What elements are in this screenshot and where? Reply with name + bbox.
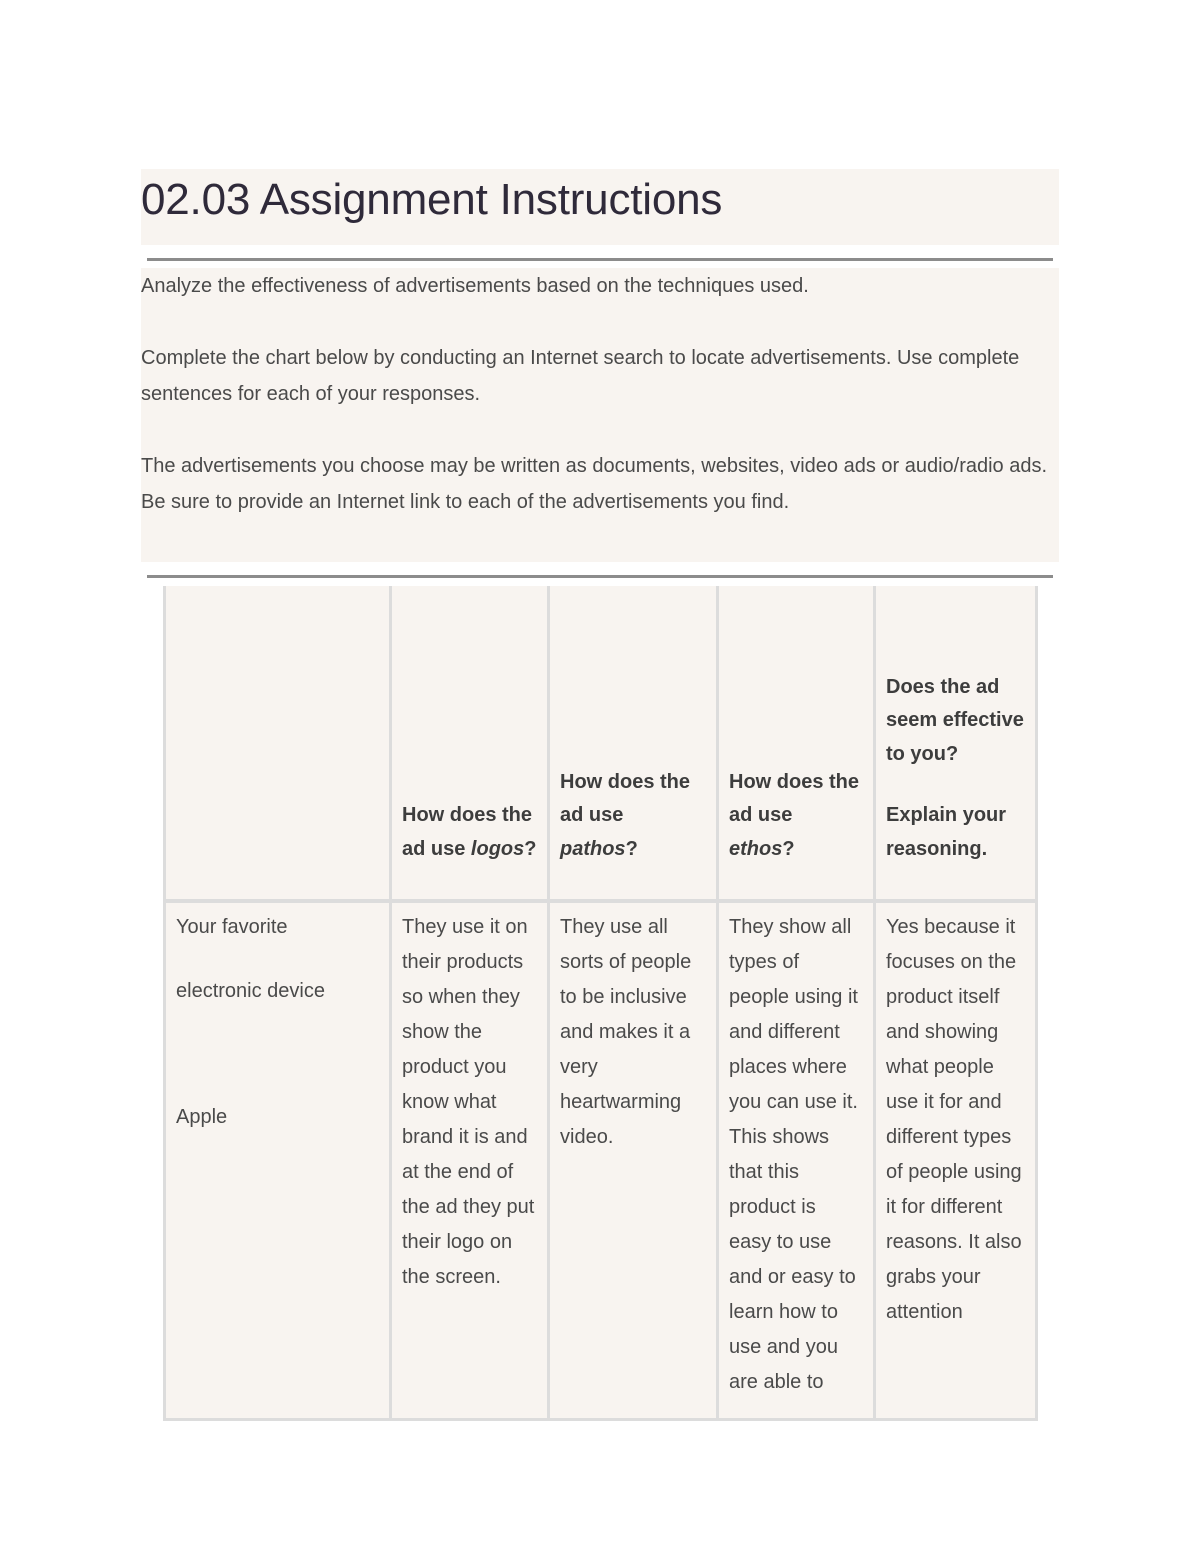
row-label-cell <box>165 901 391 1420</box>
instructions-paragraph-1: Analyze the effectiveness of advertisements based on the techniques used. <box>141 275 809 297</box>
row-label-line-1: Your favorite <box>176 916 288 938</box>
page-title: 02.03 Assignment Instructions <box>141 175 723 224</box>
cell-logos-answer[interactable]: They use it on their products so when they show the product you know what brand it is and at the end of the ad they put their logo on the screen. <box>391 901 549 1420</box>
header-empty-cell <box>165 586 391 901</box>
cell-effectiveness-answer[interactable]: Yes because it focuses on the product itself and showing what people use it for and different types of people using it for different reasons. It also grabs your attention <box>875 901 1037 1420</box>
row-label-line-2: electronic device <box>176 980 325 1002</box>
advertisement-chart <box>163 586 1038 1421</box>
divider-top <box>147 258 1053 261</box>
cell-ethos-answer[interactable]: They show all types of people using it and different places where you can use it. This shows that this product is easy to use and or easy to learn how to use and you are able to <box>718 901 875 1420</box>
table-header-row <box>165 586 1037 901</box>
title-block <box>141 169 1059 245</box>
instructions-paragraph-3: The advertisements you choose may be written as documents, websites, video ads or audio/radio ads. Be sure to provide an Internet link to each of the advertisements you find. <box>141 455 1048 513</box>
row-label-line-3: Apple <box>176 1106 228 1128</box>
cell-pathos-answer[interactable]: They use all sorts of people to be inclusive and makes it a very heartwarming video. <box>549 901 718 1420</box>
header-ethos: How does the ad use ethos? <box>718 586 875 901</box>
instructions-block <box>141 268 1059 562</box>
header-pathos: How does the ad use pathos? <box>549 586 718 901</box>
header-effectiveness: Does the ad seem effective to you? Explain your reasoning. <box>875 586 1037 901</box>
header-logos: How does the ad use logos? <box>391 586 549 901</box>
instructions-paragraph-2: Complete the chart below by conducting an Internet search to locate advertisements. Use complete sentences for each of your responses. <box>141 347 1020 405</box>
table-row <box>165 901 1037 1420</box>
divider-bottom <box>147 575 1053 578</box>
